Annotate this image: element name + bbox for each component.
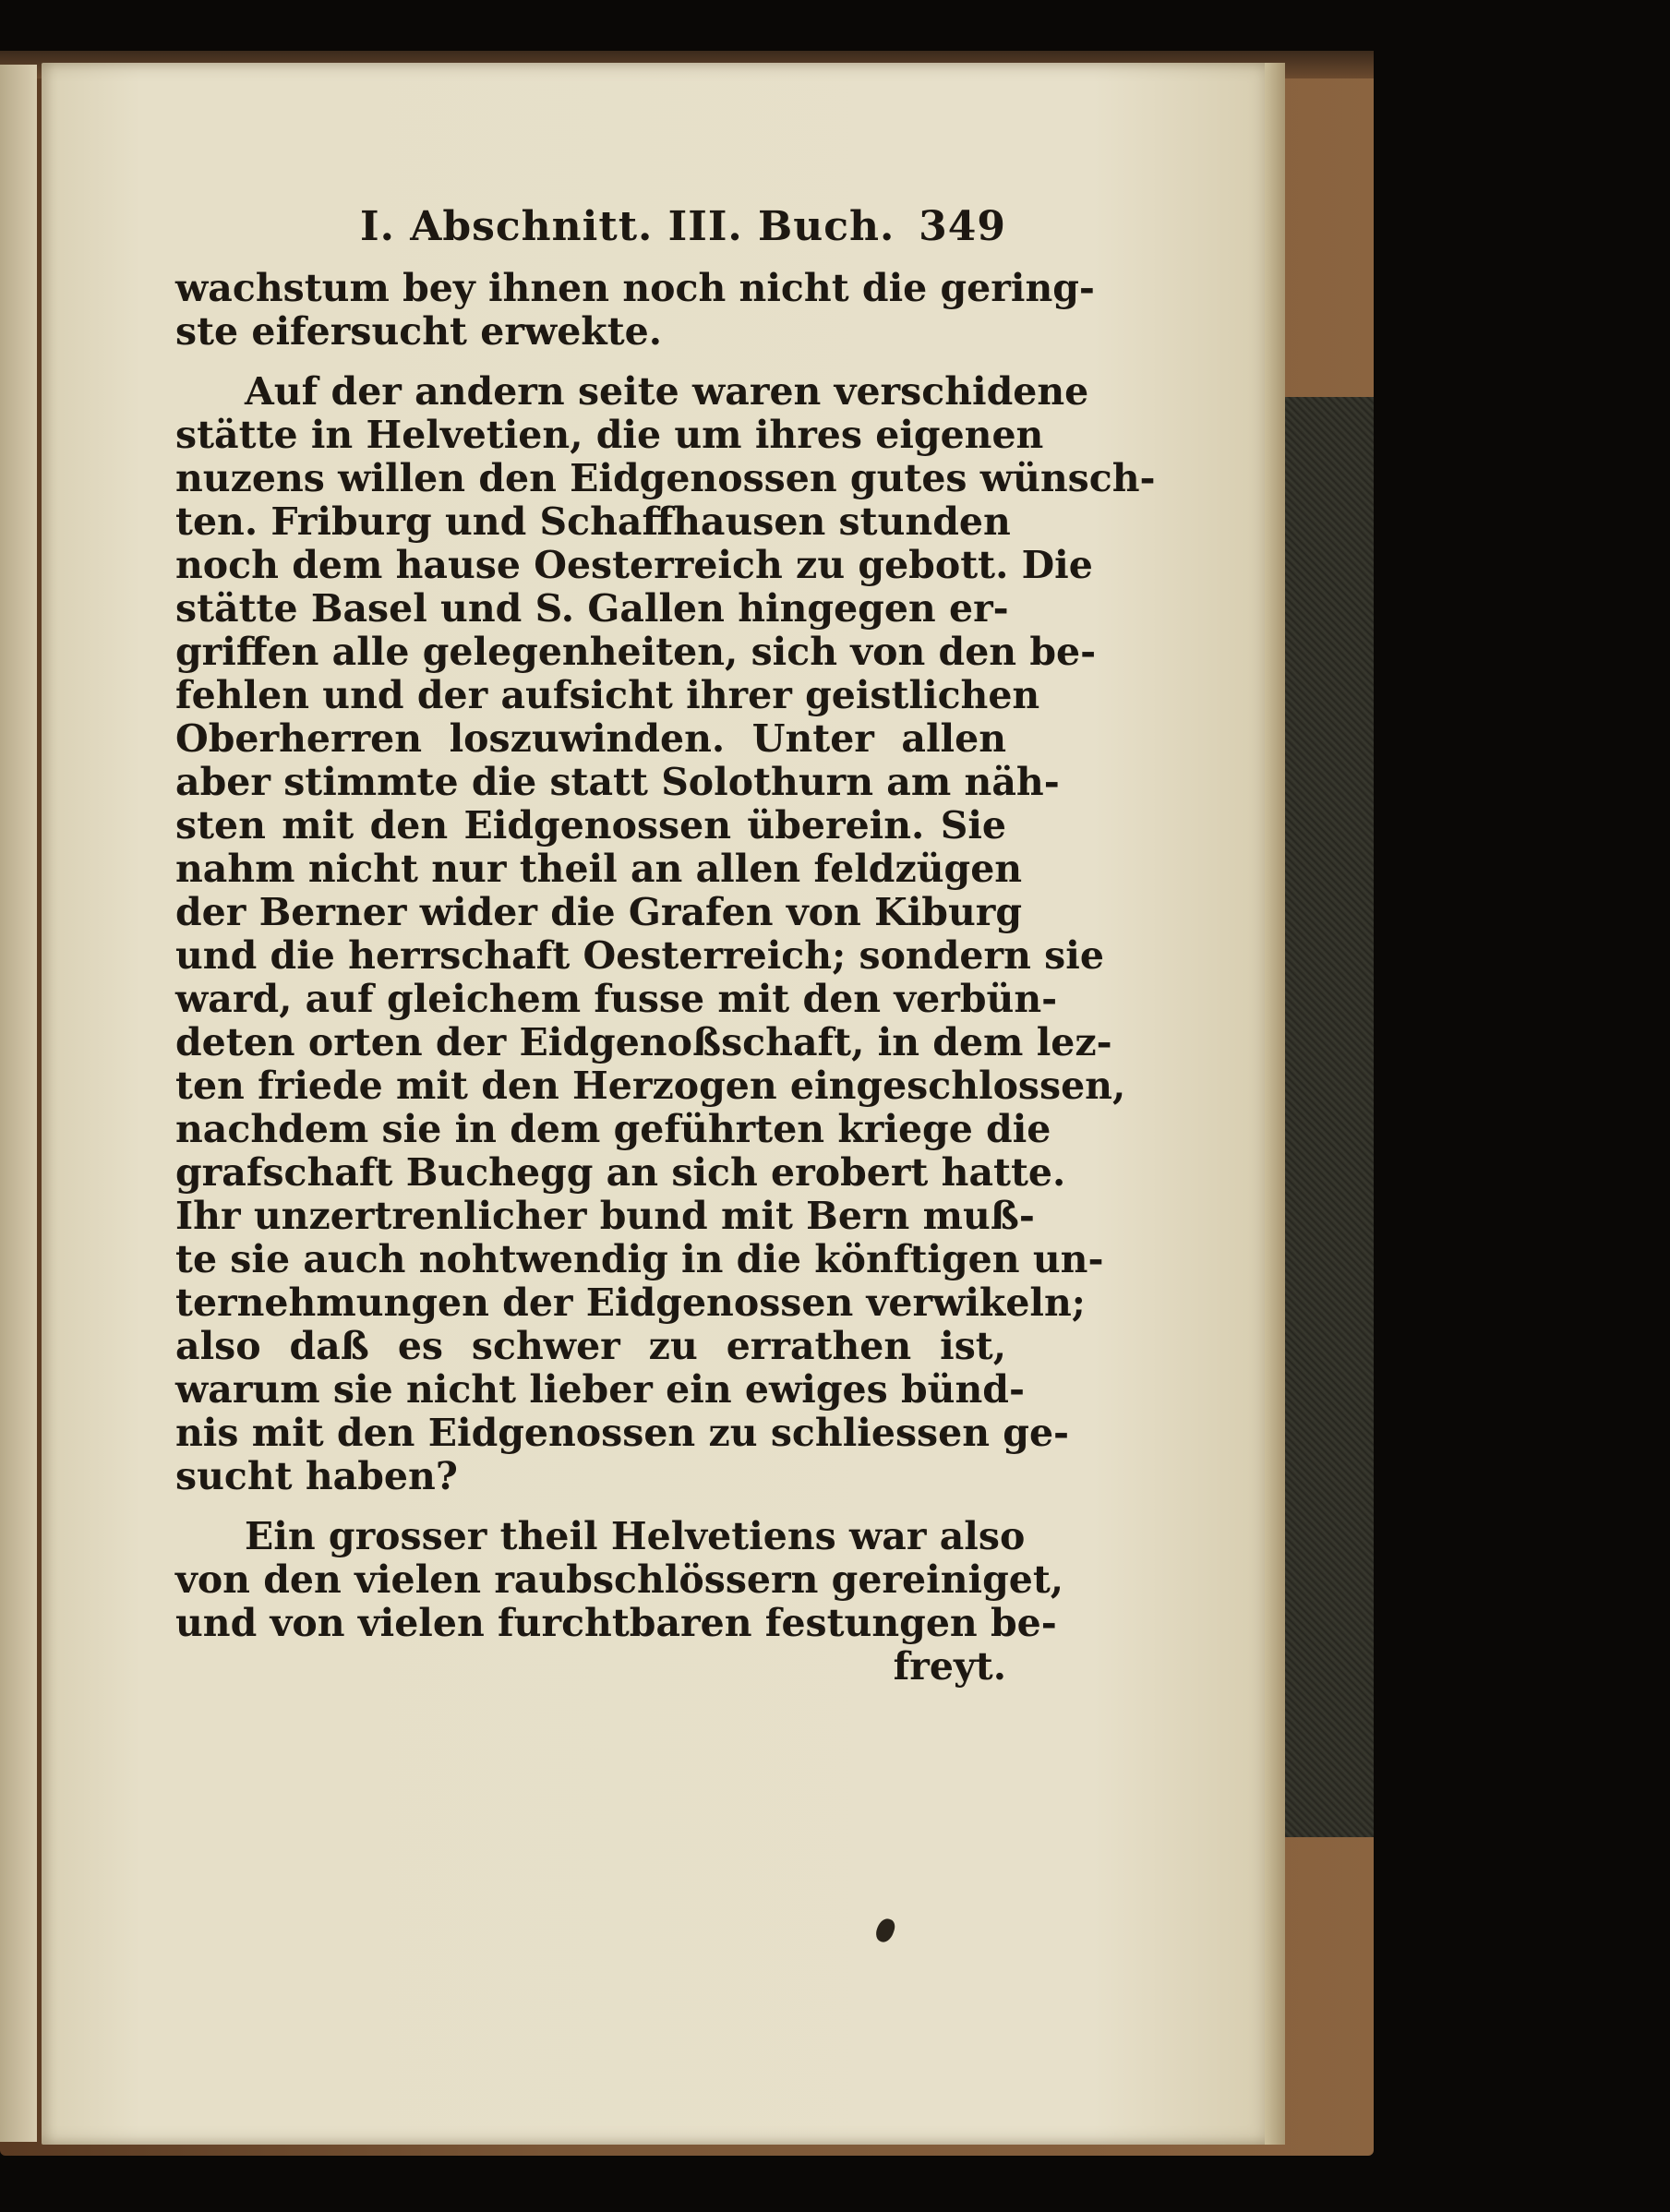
text-line: noch dem hause Oesterreich zu gebott. Die bbox=[175, 543, 1093, 587]
paragraph bbox=[175, 266, 1095, 354]
text-line: deten orten der Eidgenoßschaft, in dem lez- bbox=[175, 1020, 1112, 1064]
left-page-edge bbox=[0, 65, 37, 2142]
page-text bbox=[175, 203, 1156, 1689]
text-line: nahm nicht nur theil an allen feldzügen bbox=[175, 847, 1023, 891]
paragraph bbox=[175, 369, 1156, 1498]
text-line: Oberherren loszuwinden. Unter allen bbox=[175, 716, 1006, 761]
page-fore-edge bbox=[1265, 63, 1285, 2145]
page-number: 349 bbox=[919, 203, 1006, 250]
text-line: warum sie nicht lieber ein ewiges bünd- bbox=[175, 1367, 1025, 1412]
text-line: grafschaft Buchegg an sich erobert hatte. bbox=[175, 1150, 1066, 1195]
running-title: I. Abschnitt. III. Buch. bbox=[360, 203, 895, 250]
text-line: aber stimmte die statt Solothurn am näh- bbox=[175, 760, 1060, 804]
text-line: nachdem sie in dem geführten kriege die bbox=[175, 1107, 1051, 1151]
text-line: Auf der andern seite waren verschidene bbox=[245, 369, 1089, 414]
text-line: und von vielen furchtbaren festungen be- bbox=[175, 1601, 1057, 1645]
text-line: griffen alle gelegenheiten, sich von den be- bbox=[175, 630, 1097, 674]
text-line: Ein grosser theil Helvetiens war also bbox=[245, 1514, 1026, 1558]
text-line: und die herrschaft Oesterreich; sondern sie bbox=[175, 933, 1104, 978]
text-line: ten friede mit den Herzogen eingeschlossen, bbox=[175, 1064, 1126, 1108]
text-line: te sie auch nohtwendig in die könftigen un- bbox=[175, 1237, 1104, 1281]
text-line: Ihr unzertrenlicher bund mit Bern muß- bbox=[175, 1194, 1035, 1238]
text-line: ternehmungen der Eidgenossen verwikeln; bbox=[175, 1280, 1086, 1325]
text-line: fehlen und der aufsicht ihrer geistlichen bbox=[175, 673, 1040, 717]
text-line: also daß es schwer zu errathen ist, bbox=[175, 1324, 1006, 1368]
text-line: ward, auf gleichem fusse mit den verbün- bbox=[175, 977, 1058, 1021]
paragraph bbox=[175, 1514, 1064, 1689]
text-line: nis mit den Eidgenossen zu schliessen ge- bbox=[175, 1411, 1070, 1455]
catchword: freyt. bbox=[893, 1644, 1006, 1689]
text-line: von den vielen raubschlössern gereiniget, bbox=[175, 1557, 1064, 1602]
text-line: sucht haben? bbox=[175, 1454, 458, 1498]
text-line: stätte Basel und S. Gallen hingegen er- bbox=[175, 586, 1009, 631]
text-line: wachstum bey ihnen noch nicht die gering- bbox=[175, 266, 1095, 310]
text-line: sten mit den Eidgenossen überein. Sie bbox=[175, 803, 1006, 848]
running-header bbox=[175, 203, 1006, 250]
text-line: stätte in Helvetien, die um ihres eigenen bbox=[175, 413, 1044, 457]
text-line: ste eifersucht erwekte. bbox=[175, 309, 663, 354]
text-line: der Berner wider die Grafen von Kiburg bbox=[175, 890, 1023, 934]
text-line: ten. Friburg und Schaffhausen stunden bbox=[175, 499, 1011, 544]
text-line: nuzens willen den Eidgenossen gutes wünsch- bbox=[175, 456, 1156, 500]
